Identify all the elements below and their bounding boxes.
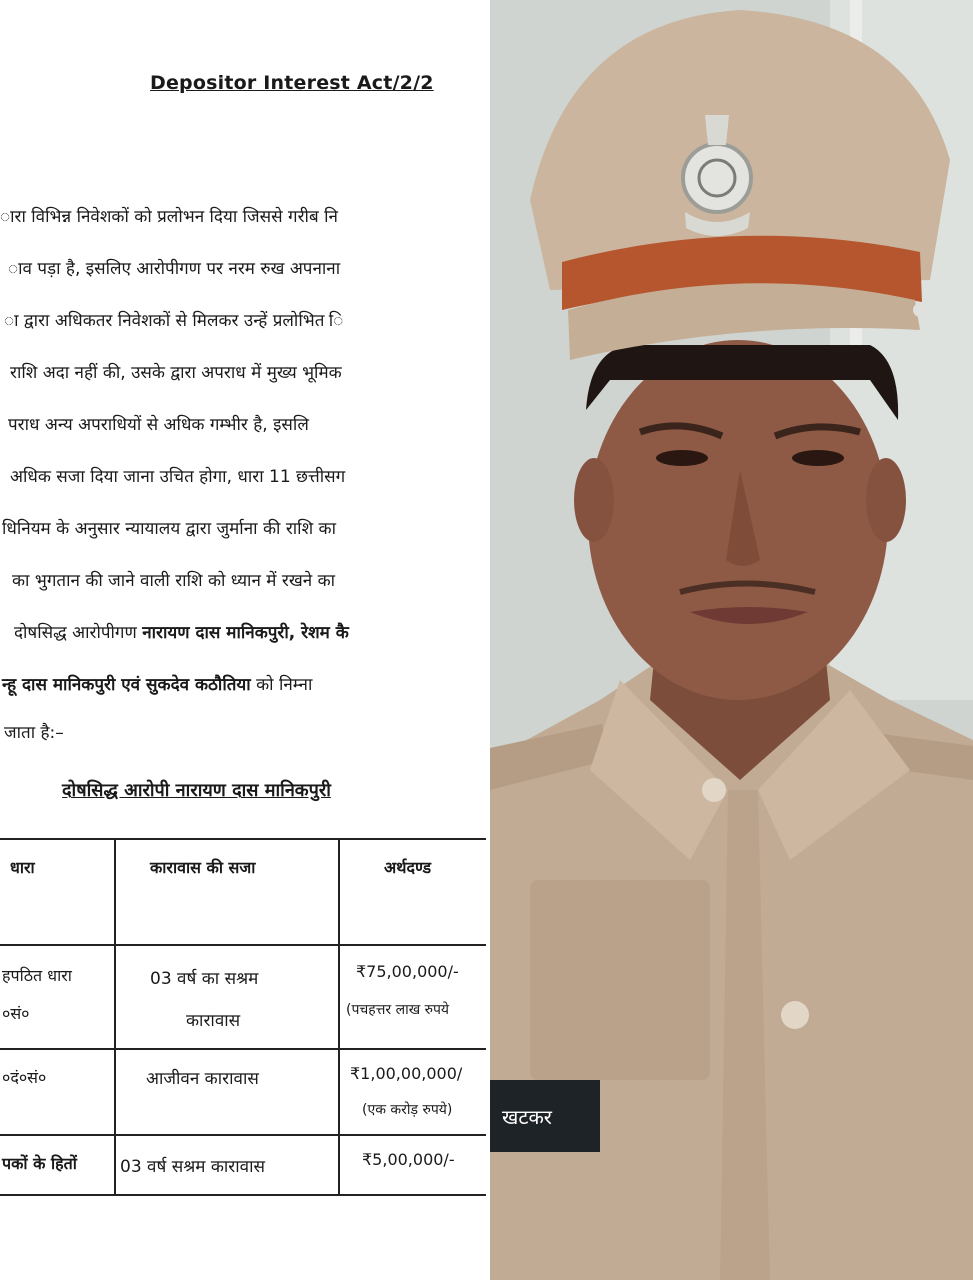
paragraph-line: धिनियम के अनुसार न्यायालय द्वारा जुर्माना की राशि का: [2, 519, 336, 539]
button-icon: [781, 1001, 809, 1029]
table-cell-fine: ₹75,00,000/-: [356, 962, 459, 981]
table-cell-section: हपठित धारा: [2, 966, 72, 985]
right-eye: [792, 450, 844, 466]
paragraph-line: का भुगतान की जाने वाली राशि को ध्यान में रखने का: [12, 571, 336, 591]
table-header-fine: अर्थदण्ड: [384, 858, 432, 877]
text-normal: को निम्ना: [256, 675, 313, 695]
table-cell-sentence: 03 वर्ष का सश्रम: [150, 969, 259, 989]
table-cell-fine: ₹5,00,000/-: [362, 1150, 455, 1169]
table-cell-fine-words: (पचहत्तर लाख रुपये: [346, 1002, 450, 1018]
left-ear: [574, 458, 614, 542]
paragraph-line: [2, 672, 312, 695]
table-header-sentence: कारावास की सजा: [150, 858, 256, 877]
cap-badge-icon: [683, 144, 751, 212]
paragraph-line: [14, 620, 349, 643]
table-border: [114, 838, 116, 1196]
officer-portrait-photo: [490, 0, 973, 1280]
paragraph-line: ाव पड़ा है, इसलिए आरोपीगण पर नरम रुख अपनाना: [8, 259, 341, 279]
name-plate-text: खटकर: [502, 1105, 552, 1129]
cap-button-icon: [913, 303, 927, 317]
paragraph-line: अधिक सजा दिया जाना उचित होगा, धारा 11 छत्तीसग: [10, 467, 346, 487]
sentence-table: [0, 838, 486, 1196]
table-border: [338, 838, 340, 1196]
table-cell-section: पकों के हितों: [2, 1154, 77, 1173]
table-border: [0, 1194, 486, 1196]
paragraph-line: पराध अन्य अपराधियों से अधिक गम्भीर है, इसलि: [8, 415, 309, 435]
table-cell-section: ०सं०: [2, 1004, 30, 1023]
table-cell-sentence: आजीवन कारावास: [146, 1069, 259, 1089]
shirt-pocket: [530, 880, 710, 1080]
paragraph-line: ारा विभिन्न निवेशकों को प्रलोभन दिया जिससे गरीब नि: [0, 207, 338, 227]
text-normal: दोषसिद्ध आरोपीगण: [14, 623, 137, 643]
table-border: [0, 838, 486, 840]
table-cell-fine-words: (एक करोड़ रुपये): [362, 1102, 453, 1118]
act-title: Depositor Interest Act/2/2: [150, 72, 434, 94]
paragraph-line: ा द्वारा अधिकतर निवेशकों से मिलकर उन्हें प्रलोभित ि: [4, 311, 344, 331]
paragraph-line: राशि अदा नहीं की, उसके द्वारा अपराध में मुख्य भूमिक: [10, 363, 342, 383]
cap-badge-emblem-icon: [705, 115, 729, 145]
right-ear: [866, 458, 906, 542]
table-border: [0, 1134, 486, 1136]
table-cell-section: ०दं०सं०: [2, 1068, 47, 1087]
table-border: [0, 1048, 486, 1050]
table-header-section: धारा: [10, 858, 35, 877]
left-eye: [656, 450, 708, 466]
table-cell-fine: ₹1,00,00,000/: [350, 1064, 463, 1083]
accused-names-bold: न्हू दास मानिकपुरी एवं सुकदेव कठौतिया: [2, 675, 251, 695]
table-cell-sentence: कारावास: [186, 1011, 241, 1031]
officer-portrait-illustration: [490, 0, 973, 1280]
accused-names-bold: नारायण दास मानिकपुरी, रेशम कै: [142, 623, 349, 643]
table-cell-sentence: 03 वर्ष सश्रम कारावास: [120, 1157, 265, 1177]
paragraph-line: जाता है:–: [4, 723, 64, 743]
table-border: [0, 944, 486, 946]
section-subtitle: दोषसिद्ध आरोपी नारायण दास मानिकपुरी: [62, 780, 331, 801]
button-icon: [702, 778, 726, 802]
